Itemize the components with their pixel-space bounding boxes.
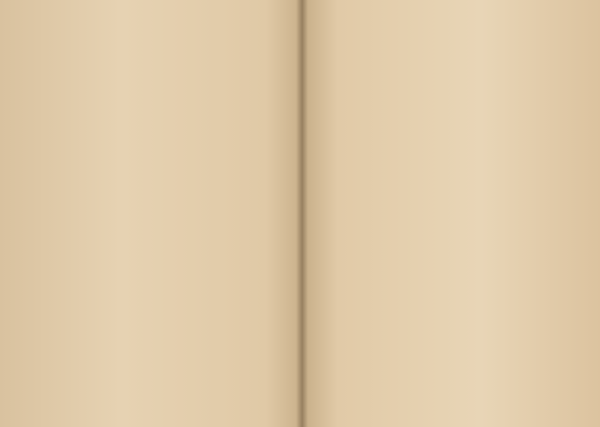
right-page [302, 0, 600, 427]
book-gutter [296, 0, 308, 427]
